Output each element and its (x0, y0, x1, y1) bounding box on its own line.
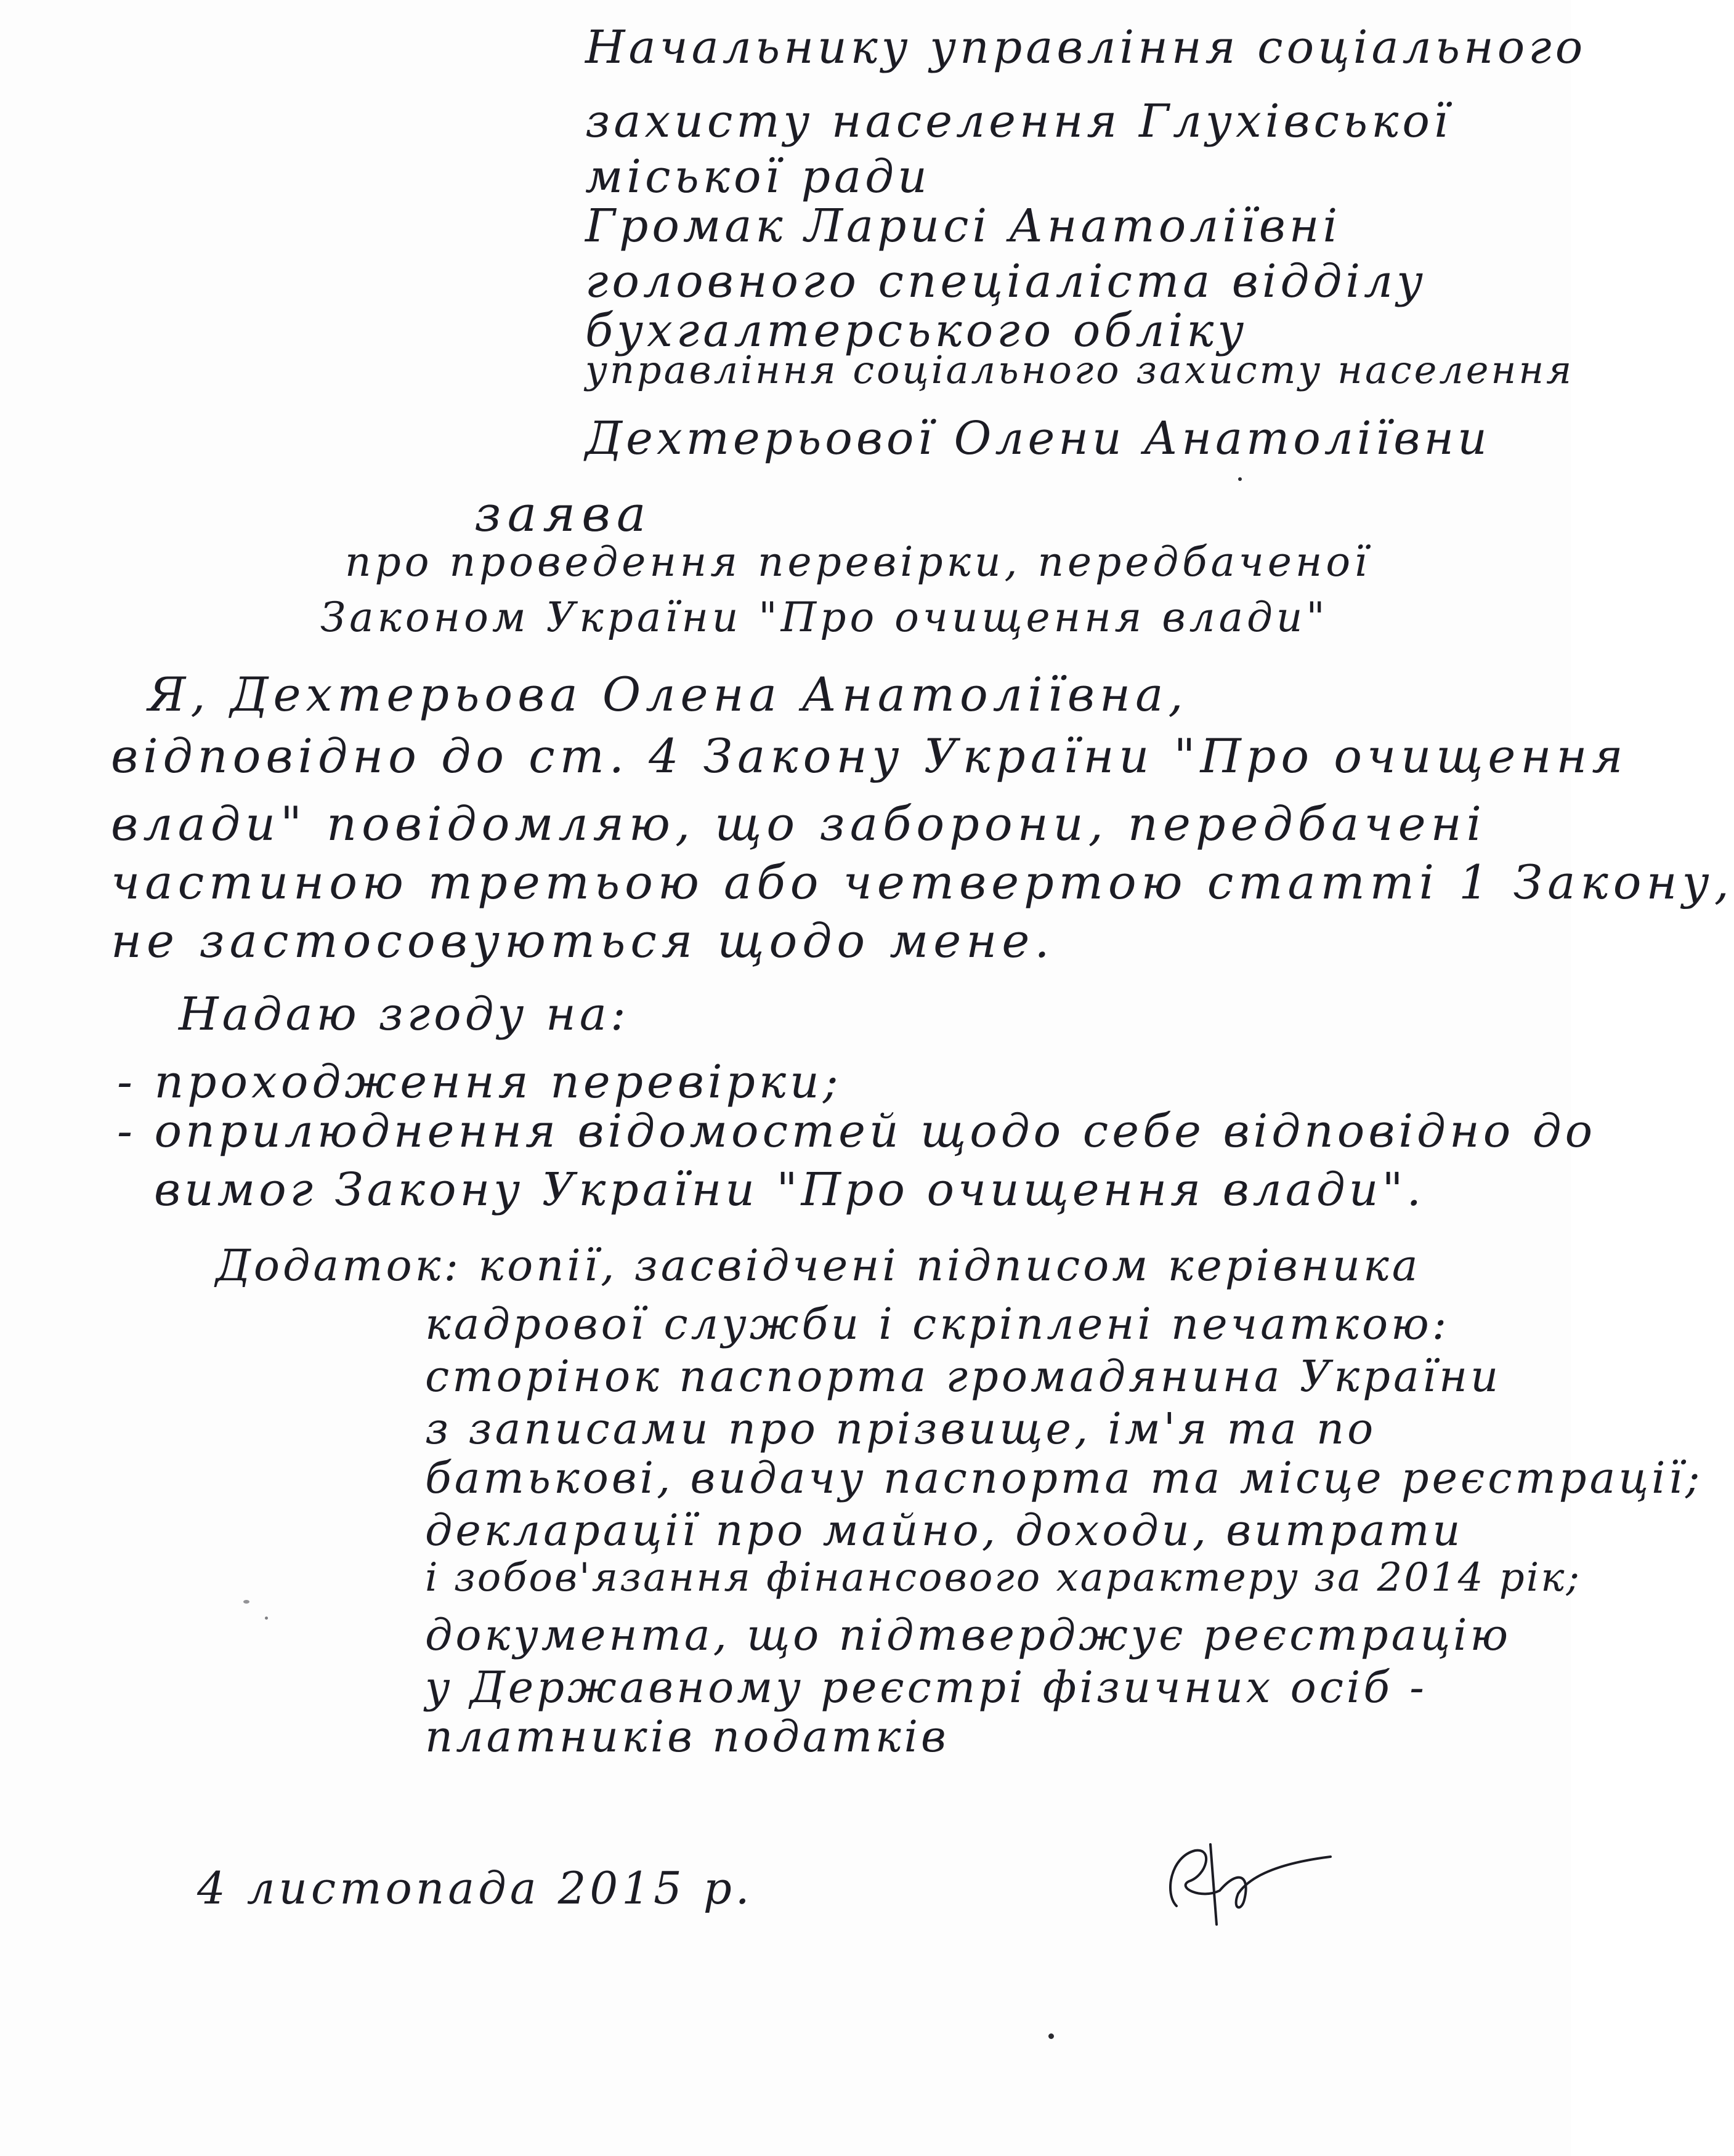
subtitle-line: про проведення перевірки, передбаченої (345, 538, 1371, 586)
addressee-line: міської ради (585, 150, 931, 203)
addressee-line: Громак Ларисі Анатоліївні (585, 200, 1342, 252)
consent-item: вимог Закону України "Про очищення влади". (154, 1163, 1425, 1216)
signature-mark (1158, 1832, 1343, 1937)
paper-speck (1238, 477, 1242, 481)
attachment-line: Додаток: копії, засвідчені підписом керівника (216, 1240, 1421, 1291)
statement-line: відповідно до ст. 4 Закону України "Про очищення (111, 729, 1628, 783)
statement-line: Я, Дехтерьова Олена Анатоліївна, (148, 667, 1188, 722)
paper-speck (265, 1617, 268, 1620)
attachment-line: батькові, видачу паспорта та місце реєстрації; (425, 1453, 1703, 1503)
addressee-line: бухгалтерського обліку (585, 304, 1248, 357)
attachment-line: сторінок паспорта громадянина України (425, 1351, 1502, 1402)
attachment-line: платників податків (425, 1711, 949, 1762)
addressee-line: управління соціального захисту населення (585, 347, 1574, 392)
consent-heading: Надаю згоду на: (179, 988, 630, 1041)
attachment-line: і зобов'язання фінансового характеру за 2014 рік; (425, 1555, 1581, 1601)
paper-speck (243, 1600, 249, 1604)
document-title: заява (474, 485, 652, 543)
statement-line: частиною третьою або четвертою статті 1 Закону, (111, 855, 1734, 910)
consent-item: - проходження перевірки; (117, 1056, 842, 1108)
consent-item: - оприлюднення відомостей щодо себе відповідно до (117, 1105, 1597, 1158)
attachment-line: з записами про прізвище, ім'я та по (425, 1403, 1377, 1454)
attachment-line: декларації про майно, доходи, витрати (425, 1505, 1464, 1556)
statement-line: не застосовуються щодо мене. (111, 913, 1055, 968)
subtitle-line: Законом України "Про очищення влади" (320, 594, 1329, 641)
addressee-line: головного спеціаліста відділу (585, 255, 1427, 308)
statement-line: влади" повідомляю, що заборони, передбачені (111, 796, 1486, 851)
addressee-line: захисту населення Глухівської (585, 95, 1452, 148)
attachment-line: у Державному реєстрі фізичних осіб - (425, 1662, 1427, 1713)
document-date: 4 листопада 2015 р. (197, 1862, 753, 1914)
attachment-line: документа, що підтверджує реєстрацію (425, 1610, 1512, 1660)
addressee-line: Дехтерьової Олени Анатоліївни (585, 412, 1491, 465)
attachment-line: кадрової служби і скріплені печаткою: (425, 1299, 1450, 1349)
paper-speck (1048, 2033, 1054, 2039)
addressee-line: Начальнику управління соціального (585, 21, 1587, 74)
